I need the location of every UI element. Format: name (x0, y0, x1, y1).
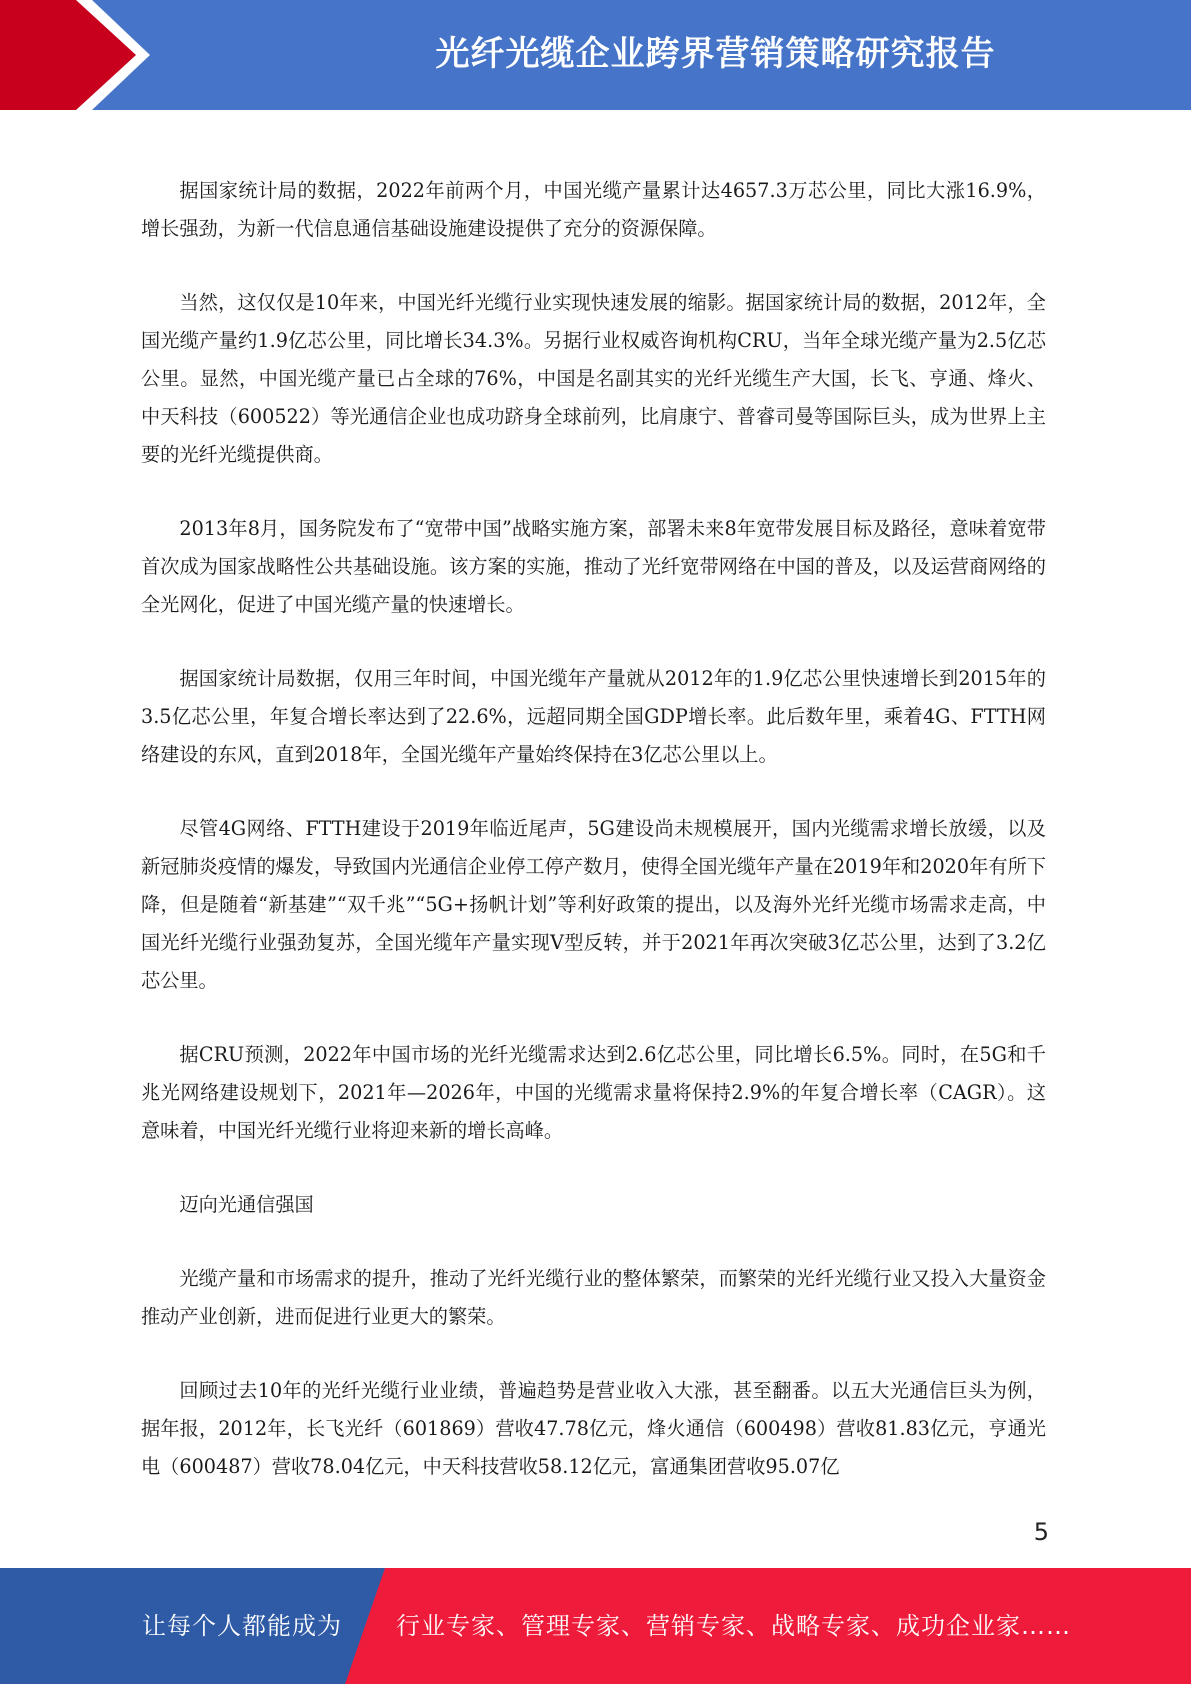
document-title: 光纤光缆企业跨界营销策略研究报告 (435, 34, 996, 74)
paragraph: 据CRU预测，2022年中国市场的光纤光缆需求达到2.6亿芯公里，同比增长6.5%。同时，在5G和千兆光网络建设规划下，2021年—2026年，中国的光缆需求量将保持2.9%的年复合增长率（CAGR）。这意味着，中国光纤光缆行业将迎来新的增长高峰。 (141, 1043, 1046, 1142)
footer-slogan-left: 让每个人都能成为 (142, 1612, 342, 1640)
paragraph: 尽管4G网络、FTTH建设于2019年临近尾声，5G建设尚未规模展开，国内光缆需求增长放缓，以及新冠肺炎疫情的爆发，导致国内光通信企业停工停产数月，使得全国光缆年产量在2019年和2020年有所下降，但是随着“新基建”“双千兆”“5G+扬帆计划”等利好政策的提出，以及海外光纤光缆市场需求走高，中国光纤光缆行业强劲复苏，全国光缆年产量实现V型反转，并于2021年再次突破3亿芯公里，达到了3.2亿芯公里。 (141, 817, 1046, 992)
paragraph: 当然，这仅仅是10年来，中国光纤光缆行业实现快速发展的缩影。据国家统计局的数据，2012年，全国光缆产量约1.9亿芯公里，同比增长34.3%。另据行业权威咨询机构CRU，当年全球光缆产量为2.5亿芯公里。显然，中国光缆产量已占全球的76%，中国是名副其实的光纤光缆生产大国，长飞、亨通、烽火、中天科技（600522）等光通信企业也成功跻身全球前列，比肩康宁、普睿司曼等国际巨头，成为世界上主要的光纤光缆提供商。 (141, 291, 1046, 466)
article-body (141, 172, 1046, 1522)
section-heading: 迈向光通信强国 (179, 1193, 314, 1216)
paragraph: 光缆产量和市场需求的提升，推动了光纤光缆行业的整体繁荣，而繁荣的光纤光缆行业又投入大量资金推动产业创新，进而促进行业更大的繁荣。 (141, 1267, 1046, 1328)
page-footer (0, 1568, 1191, 1684)
page-header (0, 0, 1191, 110)
paragraph: 据国家统计局的数据，2022年前两个月，中国光缆产量累计达4657.3万芯公里，同比大涨16.9%，增长强劲，为新一代信息通信基础设施建设提供了充分的资源保障。 (141, 179, 1046, 240)
page-number: 5 (1033, 1518, 1049, 1546)
paragraph: 据国家统计局数据，仅用三年时间，中国光缆年产量就从2012年的1.9亿芯公里快速增长到2015年的3.5亿芯公里，年复合增长率达到了22.6%，远超同期全国GDP增长率。此后数年里，乘着4G、FTTH网络建设的东风，直到2018年，全国光缆年产量始终保持在3亿芯公里以上。 (141, 667, 1046, 766)
paragraph: 回顾过去10年的光纤光缆行业业绩，普遍趋势是营业收入大涨，甚至翻番。以五大光通信巨头为例，据年报，2012年，长飞光纤（601869）营收47.78亿元，烽火通信（600498）营收81.83亿元，亨通光电（600487）营收78.04亿元，中天科技营收58.12亿元，富通集团营收95.07亿 (141, 1379, 1046, 1478)
footer-slogan-right: 行业专家、管理专家、营销专家、战略专家、成功企业家…… (396, 1612, 1071, 1640)
paragraph: 2013年8月，国务院发布了“宽带中国”战略实施方案，部署未来8年宽带发展目标及路径，意味着宽带首次成为国家战略性公共基础设施。该方案的实施，推动了光纤宽带网络在中国的普及，以及运营商网络的全光网化，促进了中国光缆产量的快速增长。 (141, 517, 1046, 616)
